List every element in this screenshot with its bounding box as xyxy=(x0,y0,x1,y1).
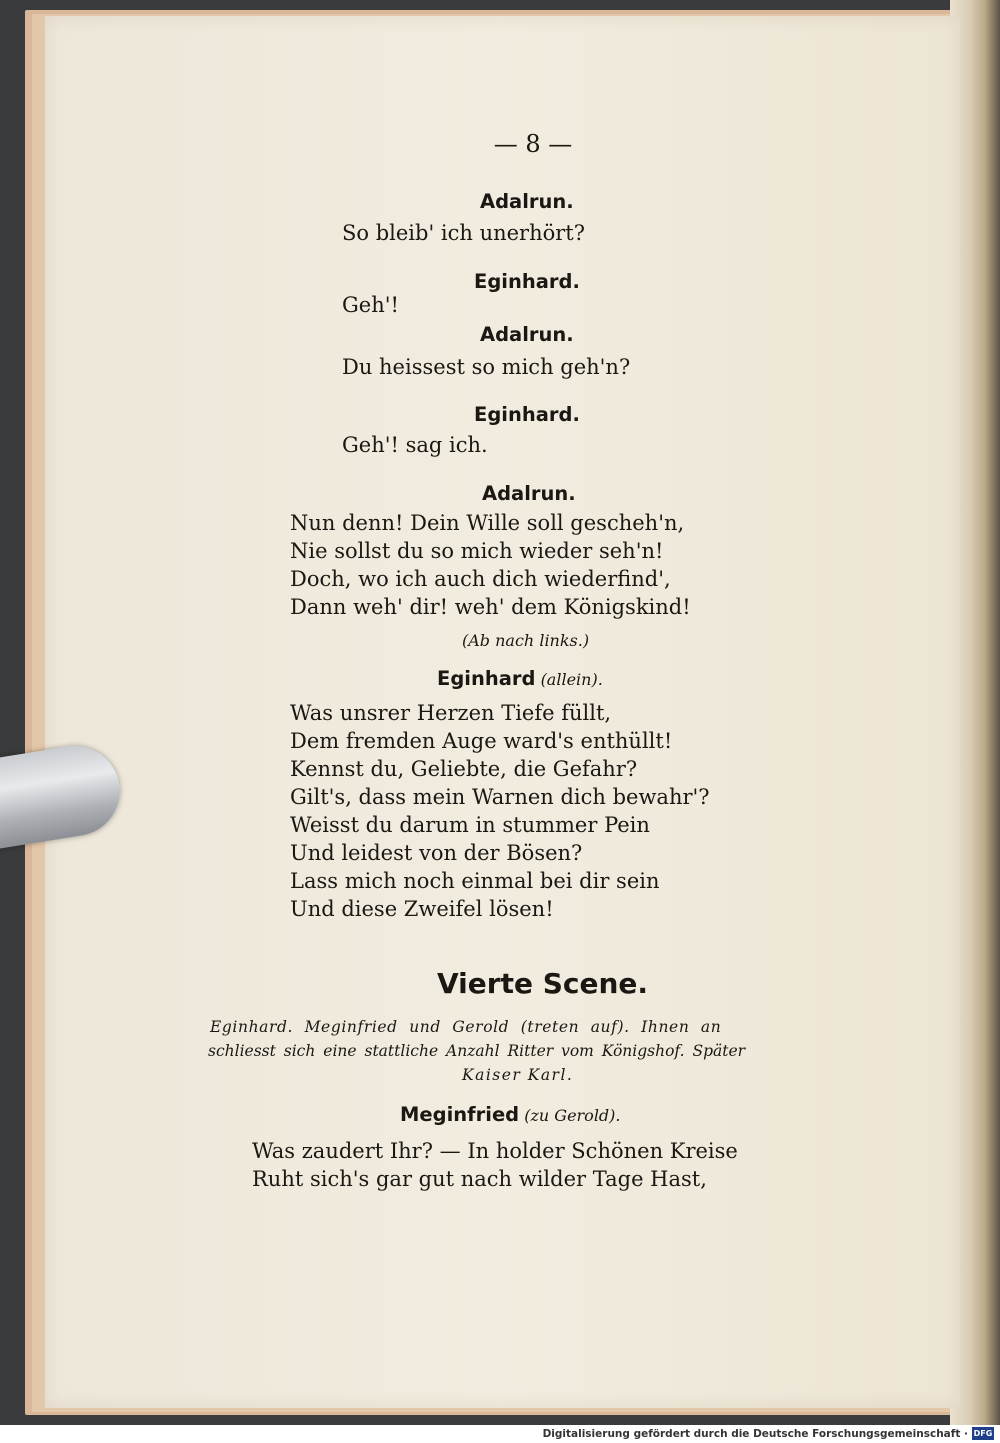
dfg-logo: DFG xyxy=(973,1429,993,1438)
footer-bar xyxy=(0,1425,1000,1443)
dialogue-line: Gilt's, dass mein Warnen dich bewahr'? xyxy=(290,785,710,809)
speaker-eginhard-1: Eginhard. xyxy=(474,270,580,293)
speaker-eginhard-3 xyxy=(437,667,603,690)
scene-direction-line: schliesst sich eine stattliche Anzahl Ritter vom Königshof. Später xyxy=(208,1042,746,1060)
scene-direction-line: Eginhard. Meginfried und Gerold (treten auf). Ihnen an xyxy=(210,1018,722,1036)
dialogue-line: Weisst du darum in stummer Pein xyxy=(290,813,650,837)
dialogue-line: Dem fremden Auge ward's enthüllt! xyxy=(290,729,673,753)
footer-credit: Digitalisierung gefördert durch die Deutsche Forschungsgemeinschaft · xyxy=(542,1428,968,1440)
dialogue-line: Du heissest so mich geh'n? xyxy=(342,355,631,379)
speaker-note: (zu Gerold). xyxy=(524,1106,621,1125)
page-number: — 8 — xyxy=(493,130,573,158)
scene-direction-line: Kaiser Karl. xyxy=(462,1066,574,1084)
speaker-name: Eginhard xyxy=(437,667,536,690)
dialogue-line: Doch, wo ich auch dich wiederfind', xyxy=(290,567,671,591)
dialogue-line: Lass mich noch einmal bei dir sein xyxy=(290,869,660,893)
dialogue-line: So bleib' ich unerhört? xyxy=(342,221,585,245)
dialogue-line: Und diese Zweifel lösen! xyxy=(290,897,554,921)
dialogue-line: Ruht sich's gar gut nach wilder Tage Hast, xyxy=(252,1167,707,1191)
speaker-adalrun-1: Adalrun. xyxy=(480,190,574,213)
stage-direction: (Ab nach links.) xyxy=(462,631,590,650)
dialogue-line: Kennst du, Geliebte, die Gefahr? xyxy=(290,757,638,781)
scene-title: Vierte Scene. xyxy=(437,967,649,1000)
speaker-adalrun-3: Adalrun. xyxy=(482,482,576,505)
speaker-note: (allein). xyxy=(540,670,603,689)
dialogue-line: Nie sollst du so mich wieder seh'n! xyxy=(290,539,664,563)
dialogue-line: Geh'! sag ich. xyxy=(342,433,488,457)
speaker-adalrun-2: Adalrun. xyxy=(480,323,574,346)
speaker-eginhard-2: Eginhard. xyxy=(474,403,580,426)
dialogue-line: Was unsrer Herzen Tiefe füllt, xyxy=(290,701,612,725)
speaker-name: Meginfried xyxy=(400,1103,520,1126)
dialogue-line: Nun denn! Dein Wille soll gescheh'n, xyxy=(290,511,685,535)
speaker-meginfried xyxy=(400,1103,621,1126)
dialogue-line: Und leidest von der Bösen? xyxy=(290,841,583,865)
dialogue-line: Dann weh' dir! weh' dem Königskind! xyxy=(290,595,691,619)
dialogue-line: Was zaudert Ihr? — In holder Schönen Kreise xyxy=(252,1139,738,1163)
dialogue-line: Geh'! xyxy=(342,293,399,317)
